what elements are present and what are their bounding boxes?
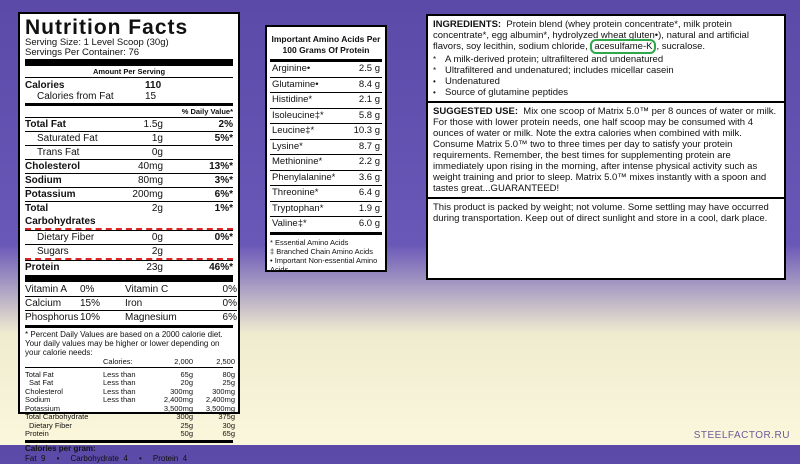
amino-row: Phenylalanine* 3.6 g (270, 171, 382, 187)
serving-size: Serving Size: 1 Level Scoop (30g) (25, 37, 169, 48)
nutrient-row: Sodium 80mg 3%* (25, 175, 233, 186)
servings-per-container: Servings Per Container: 76 (25, 47, 140, 58)
vitamins-table: Vitamin A 0% Vitamin C 0% Calcium 15% Iron 0% Phosphorus 10% Magnesium 6% (25, 284, 237, 323)
amino-row: Isoleucine‡* 5.8 g (270, 109, 382, 125)
daily-values-reference: Calories: 2,000 2,500 Total Fat Less than 65g 80g Sat Fat Less than 20g 25g Cholesterol Less than 300mg 300mg Sodium Less than 2,400mg 2,400mg Potassium 3,500mg 3,500mg Total Carbohydrate 300g 375g Dietary Fiber 25g 30g Protein 50g 65g (25, 357, 235, 438)
calories-per-gram-values: Fat 9 • Carbohydrate 4 • Protein 4 (25, 453, 188, 463)
daily-value-footnote: * Percent Daily Values are based on a 2000 calorie diet. Your daily values may be higher or lower depending on your calorie needs: (25, 330, 223, 357)
nutrient-row: Total Carbohydrates 2g 1%* (25, 201, 233, 230)
watermark: STEELFACTOR.RU (693, 430, 790, 441)
ingredients-panel (426, 14, 786, 280)
calories-row: Calories 110 (25, 80, 162, 91)
amino-header: Important Amino Acids Per 100 Grams Of Protein (270, 30, 382, 62)
calories-per-gram-label: Calories per gram: (25, 443, 96, 453)
amino-row: Arginine• 2.5 g (270, 62, 382, 78)
amino-notes: * Essential Amino Acids ‡ Branched Chain Amino Acids • Important Non-essential Amino Acids (270, 237, 378, 274)
nutrient-row: Potassium 200mg 6%* (25, 189, 233, 200)
nutrient-row: Total Fat 1.5g 2% (25, 119, 233, 130)
amino-row: Methionine* 2.2 g (270, 155, 382, 171)
calories-fat-row: Calories from Fat 15 (37, 91, 157, 102)
nutrient-row: Sugars 2g (25, 244, 233, 260)
nutrient-row: Protein 23g 46%* (25, 262, 233, 273)
amount-per-serving: Amount Per Serving (92, 67, 166, 76)
amino-row: Lysine* 8.7 g (270, 140, 382, 156)
amino-row: Tryptophan* 1.9 g (270, 202, 382, 218)
nutrient-row: Saturated Fat 1g 5%* (25, 131, 233, 145)
amino-row: Leucine‡* 10.3 g (270, 124, 382, 140)
packing-note: This product is packed by weight; not volume. Some settling may have occurred during transportation. Keep out of direct sunlight and store in a cool, dark place. (433, 202, 769, 224)
daily-value-header: % Daily Value* (181, 107, 233, 116)
nutrient-row: Dietary Fiber 0g 0%* (25, 230, 233, 244)
acesulfame-highlight: acesulfame-K (590, 39, 656, 54)
ingredient-footnotes: * A milk-derived protein; ultrafiltered and undenatured * Ultrafiltered and undenatured; includes micellar casein • Undenatured • Source of glutamine peptides (433, 54, 674, 98)
amino-row: Glutamine• 8.4 g (270, 78, 382, 94)
amino-acids-panel (265, 25, 387, 272)
amino-row: Valine‡* 6.0 g (270, 217, 382, 235)
amino-row: Histidine* 2.1 g (270, 93, 382, 109)
nutrition-title: Nutrition Facts (25, 16, 189, 39)
nutrition-facts-panel (18, 12, 240, 463)
nutrient-row: Trans Fat 0g (25, 145, 233, 159)
amino-row: Threonine* 6.4 g (270, 186, 382, 202)
nutrient-row: Cholesterol 40mg 13%* (25, 161, 233, 172)
suggested-use-section: SUGGESTED USE: Mix one scoop of Matrix 5.0™ per 8 ounces of water or milk. For those with lower protein needs, one half scoop may be consumed with 4 ounces of water or milk. Note the extra calories when combined with milk. Consume Matrix 5.0™ two to three times per day to satisfy your protein requirements. Remember, the best times for supplementing protein are immediately upon rising in the morning, after intense physical activity such as weight training and prior to sleep. Matrix 5.0™ mixes instantly with a spoon and tastes great...GUARANTEED! (428, 103, 784, 199)
ingredients-section: INGREDIENTS: Protein blend (whey protein concentrate*, milk protein concentrate*, egg albumin*, hydrolyzed wheat gluten•), natural and artificial flavors, soy lecithin, sodium chloride, acesulfame-K , sucralose. * A milk-derived protein; ultrafiltered and undenatured * Ultrafiltered and undenatured; includes micellar casein • Undenatured • Source of glutamine peptides (428, 16, 784, 103)
